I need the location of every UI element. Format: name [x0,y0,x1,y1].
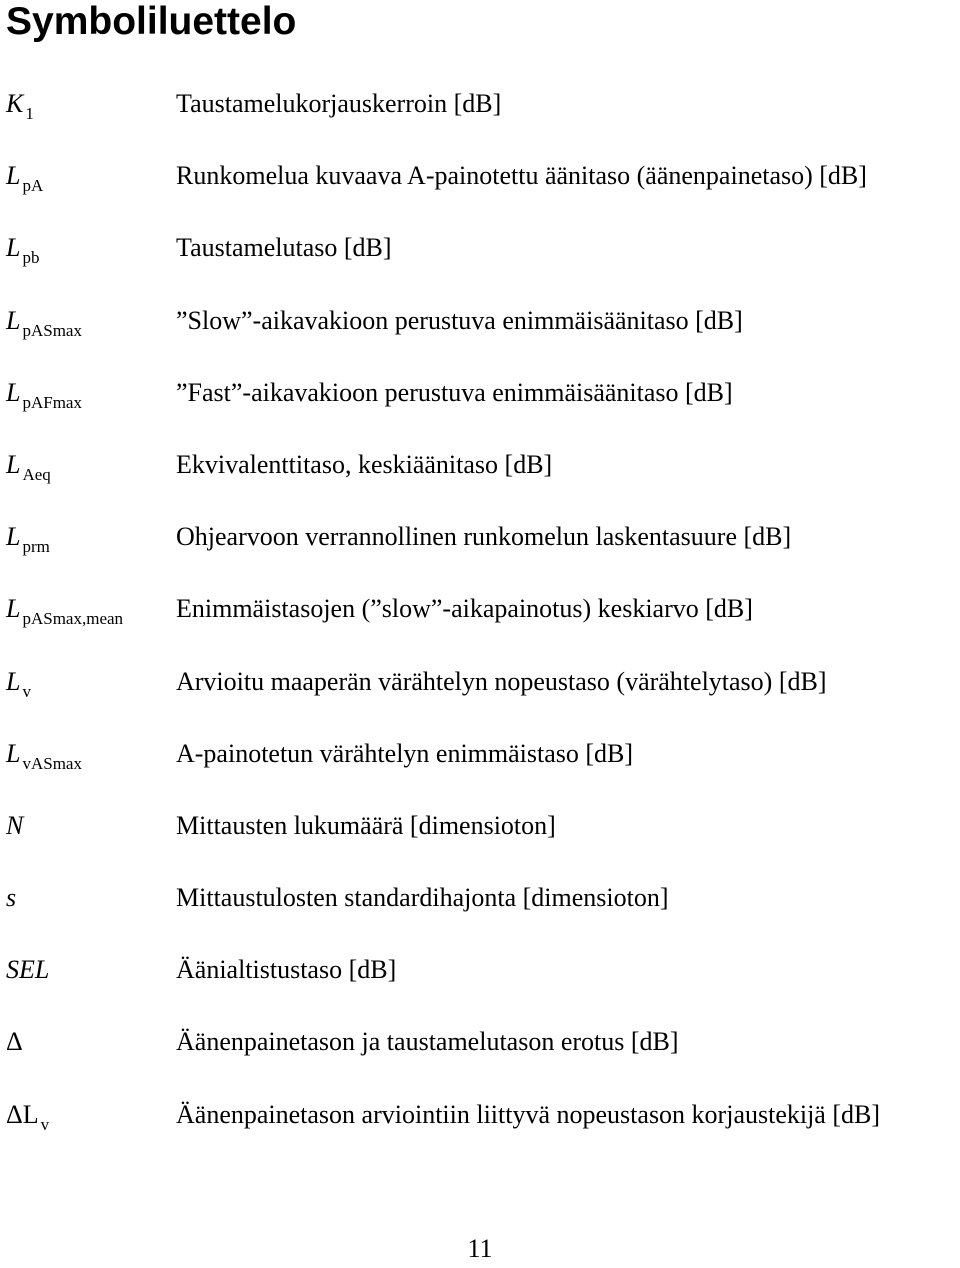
symbol-subscript: v [22,681,31,701]
symbol-description: Äänenpainetason arviointiin liittyvä nopeustason korjaustekijä [dB] [176,1099,881,1129]
symbol-description: Arvioitu maaperän värähtelyn nopeustaso (värähtelytaso) [dB] [176,666,827,696]
symbol-row [0,445,960,517]
symbol-description: Runkomelua kuvaava A-painotettu äänitaso (äänenpainetaso) [dB] [176,161,867,191]
symbol-main: s [6,883,17,913]
symbol-row [0,806,960,878]
symbol-row [0,1022,960,1094]
symbol-subscript: 1 [25,104,34,123]
symbol-row [0,517,960,589]
symbol-main: Δ [6,1027,23,1057]
symbol-subscript: pA [22,176,44,196]
symbol-description: Äänenpainetason ja taustamelutason erotus [dB] [176,1027,679,1057]
symbol-row [0,1095,960,1167]
symbol-description: ”Slow”-aikavakioon perustuva enimmäisäänitaso [dB] [176,305,743,335]
symbol-main: K [6,89,24,118]
symbol-row [0,878,960,950]
symbol-description: Mittausten lukumäärä [dimensioton] [176,810,556,840]
symbol-description: Ekvivalenttitaso, keskiäänitaso [dB] [176,449,553,479]
symbol-main: L [6,522,21,552]
symbol-main: L [6,449,21,479]
symbol-description: Ohjearvoon verrannollinen runkomelun laskentasuure [dB] [176,522,792,552]
symbol [6,445,51,488]
symbol [6,1095,49,1138]
symbol [6,373,82,416]
symbol [6,84,34,127]
symbol-main: L [6,305,21,335]
symbol-row [0,950,960,1022]
symbol-main: L [6,233,21,263]
symbol-list [0,84,960,1167]
symbol-description: A-painotetun värähtelyn enimmäistaso [dB] [176,738,634,768]
symbol-row [0,156,960,228]
page-title: Symboliluettelo [6,0,297,43]
symbol [6,662,31,705]
symbol-description: Mittaustulosten standardihajonta [dimensioton] [176,883,669,913]
symbol [6,1022,25,1065]
symbol-description: Taustamelutaso [dB] [176,233,392,263]
symbol [6,950,51,993]
symbol-row [0,589,960,661]
symbol-row [0,228,960,300]
symbol-row [0,373,960,445]
symbol-main: L [6,666,21,696]
symbol-subscript: pb [22,248,40,268]
symbol-row [0,301,960,373]
symbol-main: L [6,738,21,768]
symbol-main: N [6,810,24,840]
symbol-subscript: pASmax [22,320,82,340]
symbol [6,517,50,560]
symbol-main: L [6,377,21,407]
symbol [6,589,123,632]
symbol-row [0,734,960,806]
symbol-row [0,662,960,734]
symbol [6,878,18,921]
symbol-main: L [6,161,21,191]
symbol [6,156,43,199]
symbol-subscript: Aeq [22,464,51,484]
symbol [6,734,82,777]
symbol-description: ”Fast”-aikavakioon perustuva enimmäisäänitaso [dB] [176,377,733,407]
symbol-description: Taustamelukorjauskerroin [dB] [176,89,502,118]
symbol-subscript: vASmax [22,753,82,773]
symbol [6,228,39,271]
symbol-row [0,84,960,156]
symbol-subscript: v [40,1114,50,1134]
symbol-description: Äänialtistustaso [dB] [176,955,397,985]
symbol [6,806,25,849]
symbol-main: L [6,594,21,624]
symbol-main: ΔL [6,1099,39,1129]
symbol-subscript: pAFmax [22,392,82,412]
symbol-description: Enimmäistasojen (”slow”-aikapainotus) keskiarvo [dB] [176,594,753,624]
symbol-main: SEL [6,955,50,985]
page-number: 11 [467,1234,493,1263]
symbol-subscript: pASmax,mean [22,609,124,629]
symbol [6,301,82,344]
symbol-subscript: prm [22,537,50,557]
